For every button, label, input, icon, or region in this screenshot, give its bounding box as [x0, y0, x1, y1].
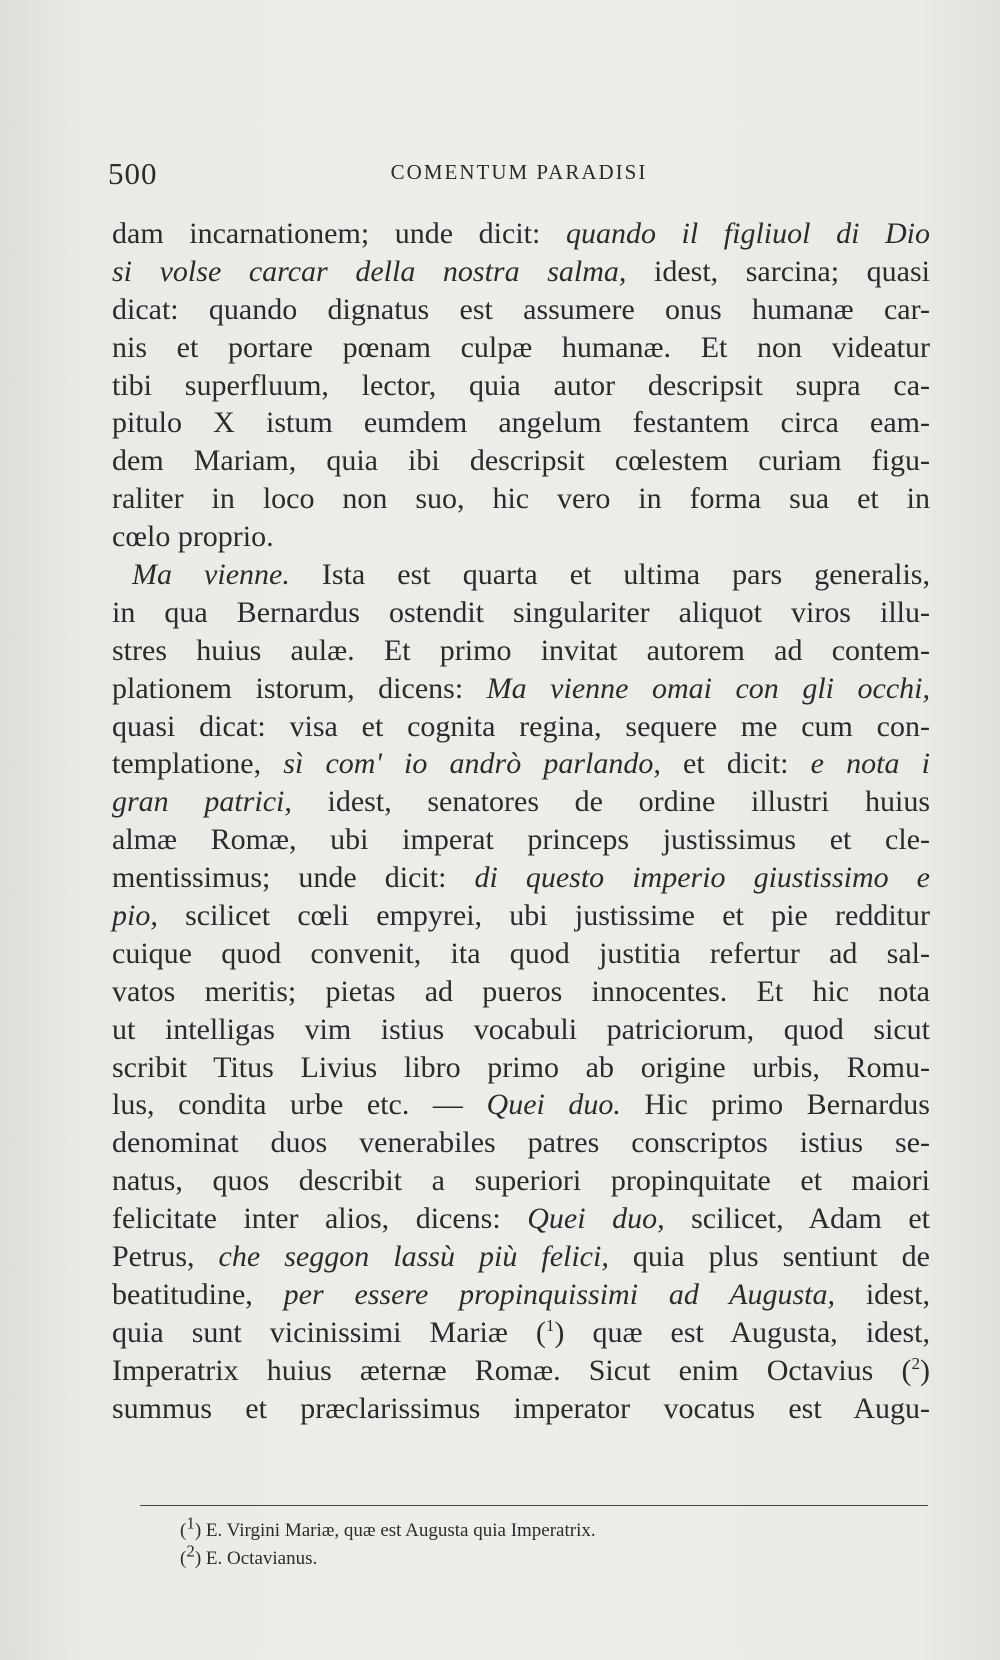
text-line: [112, 215, 930, 253]
text-span: beatitudine,: [112, 1277, 284, 1311]
text-line: [112, 1011, 930, 1049]
footnote-marker: 1: [186, 1513, 195, 1533]
text-span: lus, condita urbe etc. —: [112, 1088, 487, 1122]
footnotes: [180, 1513, 780, 1573]
running-title: COMENTUM PARADISI: [390, 160, 648, 184]
text-line: [112, 973, 930, 1011]
text-line: [112, 1162, 930, 1200]
italic-quote: Quei duo,: [527, 1202, 665, 1236]
text-span: (: [180, 1548, 187, 1569]
text-span: dicat: quando dignatus est assumere onus humanæ car-: [112, 292, 930, 326]
text-line: [112, 670, 930, 708]
text-span: nis et portare pœnam culpæ humanæ. Et non videatur: [112, 330, 930, 364]
italic-quote: quando il figliuol di Dio: [565, 217, 930, 250]
footnote-line: [180, 1513, 780, 1545]
text-line: [112, 404, 930, 442]
italic-quote: Ma vienne.: [132, 558, 290, 592]
text-line: [112, 783, 930, 821]
body-text: [112, 215, 930, 1428]
text-line: [112, 442, 930, 480]
italic-quote: si volse carcar della nostra salma,: [112, 254, 627, 288]
text-span: idest, sarcina; quasi: [626, 254, 930, 288]
text-span: felicitate inter alios, dicens:: [112, 1202, 528, 1236]
text-line: [112, 594, 930, 632]
text-span: cuique quod convenit, ita quod justitia refertur ad sal-: [112, 936, 930, 970]
text-line: [112, 1200, 930, 1238]
text-line: [112, 1238, 930, 1276]
text-line: [112, 1390, 930, 1428]
italic-quote: e nota i: [810, 747, 930, 781]
italic-quote: Quei duo.: [486, 1088, 621, 1122]
italic-quote: che seggon lassù più felici,: [218, 1240, 609, 1274]
text-span: idest,: [835, 1277, 930, 1311]
text-span: ut intelligas vim istius vocabuli patriciorum, quod sicut: [112, 1012, 930, 1046]
footnote-marker: 1: [545, 1315, 555, 1335]
text-span: Petrus,: [112, 1240, 219, 1274]
italic-quote: sì com' io andrò parlando,: [283, 747, 661, 781]
text-line: [112, 518, 930, 556]
text-span: dem Mariam, quia ibi descripsit cœlestem curiam figu-: [112, 444, 930, 478]
text-span: summus et præclarissimus imperator vocatus est Augu-: [112, 1391, 930, 1425]
text-line: [112, 745, 930, 783]
text-span: in qua Bernardus ostendit singulariter aliquot viros illu-: [112, 595, 930, 629]
text-span: pitulo X istum eumdem angelum festantem circa eam-: [112, 406, 930, 440]
text-span: raliter in loco non suo, hic vero in forma sua et in: [112, 482, 930, 516]
text-span: Hic primo Bernardus: [620, 1088, 930, 1122]
text-line: [112, 367, 930, 405]
text-line: [112, 821, 930, 859]
text-span: ) quæ est Augusta, idest,: [554, 1315, 930, 1349]
text-line: [112, 1049, 930, 1087]
text-line: [112, 632, 930, 670]
footnote-rule: [140, 1505, 928, 1506]
text-span: ): [920, 1353, 930, 1387]
text-line: [112, 291, 930, 329]
text-span: scilicet, Adam et: [664, 1202, 930, 1236]
text-line: [112, 935, 930, 973]
text-line: [112, 556, 930, 594]
text-span: Imperatrix huius æternæ Romæ. Sicut enim Octavius (: [112, 1353, 912, 1387]
text-span: (: [180, 1520, 187, 1541]
footnote-marker: 2: [186, 1541, 195, 1561]
text-span: mentissimus; unde dicit:: [112, 861, 475, 895]
text-span: almæ Romæ, ubi imperat princeps justissimus et cle-: [112, 823, 930, 857]
italic-quote: gran patrici,: [112, 785, 292, 819]
italic-quote: per essere propinquissimi ad Augusta,: [283, 1277, 835, 1311]
text-line: [112, 708, 930, 746]
text-span: quia sunt vicinissimi Mariæ (: [112, 1315, 546, 1349]
italic-quote: Ma vienne omai con gli occhi,: [486, 671, 930, 705]
running-head: [108, 156, 930, 196]
text-span: quasi dicat: visa et cognita regina, sequere me cum con-: [112, 709, 930, 743]
text-span: templatione,: [112, 747, 284, 781]
text-span: cœlo proprio.: [112, 520, 274, 554]
text-span: ) E. Virgini Mariæ, quæ est Augusta quia Imperatrix.: [194, 1520, 596, 1541]
text-line: [112, 897, 930, 935]
text-span: scribit Titus Livius libro primo ab origine urbis, Romu-: [112, 1050, 930, 1084]
text-span: dam incarnationem; unde dicit:: [112, 217, 566, 250]
text-span: vatos meritis; pietas ad pueros innocentes. Et hic nota: [112, 974, 930, 1008]
text-line: [112, 1276, 930, 1314]
text-span: Ista est quarta et ultima pars generalis,: [289, 558, 930, 592]
text-span: natus, quos describit a superiori propinquitate et maiori: [112, 1164, 930, 1198]
text-span: plationem istorum, dicens:: [112, 671, 487, 705]
footnote-line: [180, 1541, 780, 1573]
text-line: [112, 329, 930, 367]
page-number: 500: [108, 156, 158, 191]
text-span: scilicet cœli empyrei, ubi justissime et pie redditur: [157, 899, 930, 933]
text-line: [112, 1086, 930, 1124]
text-line: [112, 1124, 930, 1162]
text-line: [112, 1352, 930, 1390]
text-span: et dicit:: [660, 747, 811, 781]
text-span: denominat duos venerabiles patres conscriptos istius se-: [112, 1126, 930, 1160]
text-span: ) E. Octavianus.: [194, 1548, 318, 1569]
text-line: [112, 253, 930, 291]
text-span: quia plus sentiunt de: [608, 1240, 930, 1274]
footnote-marker: 2: [911, 1353, 920, 1373]
italic-quote: pio,: [112, 899, 158, 933]
text-span: stres huius aulæ. Et primo invitat autorem ad contem-: [112, 633, 930, 667]
italic-quote: di questo imperio giustissimo e: [474, 861, 930, 895]
text-span: idest, senatores de ordine illustri huius: [291, 785, 931, 819]
text-span: tibi superfluum, lector, quia autor descripsit supra ca-: [112, 368, 930, 402]
text-line: [112, 480, 930, 518]
text-line: [112, 859, 930, 897]
text-line: [112, 1314, 930, 1352]
